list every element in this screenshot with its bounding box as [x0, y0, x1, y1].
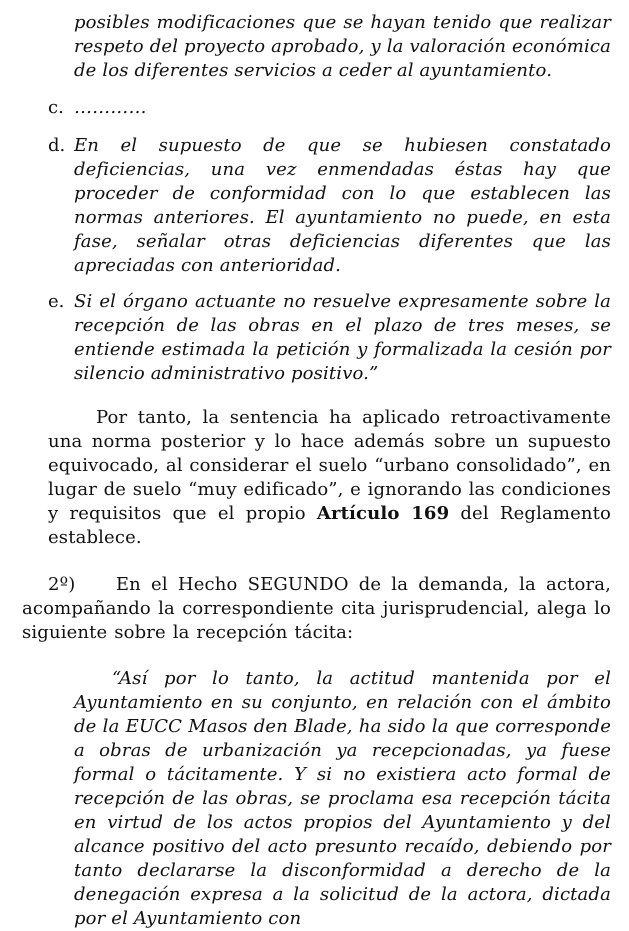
list-marker-c: c.: [48, 97, 64, 118]
paragraph-segundo-text: En el Hecho SEGUNDO de la demanda, la actora, acompañando la correspondiente cita jurisprudencial, alega lo siguiente sobre la recepción tácita:: [22, 574, 611, 643]
list-item-c-text: …………: [74, 97, 147, 118]
paragraph-por-tanto-text: Por tanto, la sentencia ha aplicado retroactivamente una norma posterior y lo hace además sobre un supuesto equivocado, al considerar el suelo “urbano consolidado”, en lugar de suelo “muy edificado”, e ignorando las condiciones y requisitos que el propio: [48, 407, 611, 524]
paragraph-number: 2º): [48, 574, 76, 595]
list-item-e-text: Si el órgano actuante no resuelve expresamente sobre la recepción de las obras en el plazo de tres meses, se entiende estimada la petición y formalizada la cesión por silencio administrativo positivo.”: [74, 291, 611, 384]
quote-block: “Así por lo tanto, la actitud mantenida por el Ayuntamiento en su conjunto, en relación con el ámbito de la EUCC Masos den Blade, ha sido la que corresponde a obras de urbanización ya recepcionadas, ya fuese formal o tácitamente. Y si no existiera acto formal de recepción de las obras, se proclama esa recepción tácita en virtud de los actos propios del Ayuntamiento y del alcance positivo del acto presunto recaído, debiendo por tanto declararse la disconformidad a derecho de la denegación expresa a la solicitud de la actora, dictada por el Ayuntamiento con: [74, 668, 611, 929]
paragraph-por-tanto-end: del Reglamento establece.: [48, 503, 612, 548]
paragraph-por-tanto: [48, 406, 611, 550]
list-item-d-text: En el supuesto de que se hubiesen constatado deficiencias, una vez enmendadas éstas hay que proceder de conformidad con lo que establecen las normas anteriores. El ayuntamiento no puede, en esta fase, señalar otras deficiencias diferentes que las apreciadas con anterioridad.: [74, 135, 611, 276]
continuation-text: posibles modificaciones que se hayan tenido que realizar respeto del proyecto aprobado, y la valoración económica de los diferentes servicios a ceder al ayuntamiento.: [74, 12, 611, 81]
list-marker-d: d.: [48, 135, 66, 156]
paragraph-segundo: [22, 573, 611, 645]
list-marker-e: e.: [48, 291, 65, 312]
article-169-reference: Artículo 169: [316, 503, 450, 524]
